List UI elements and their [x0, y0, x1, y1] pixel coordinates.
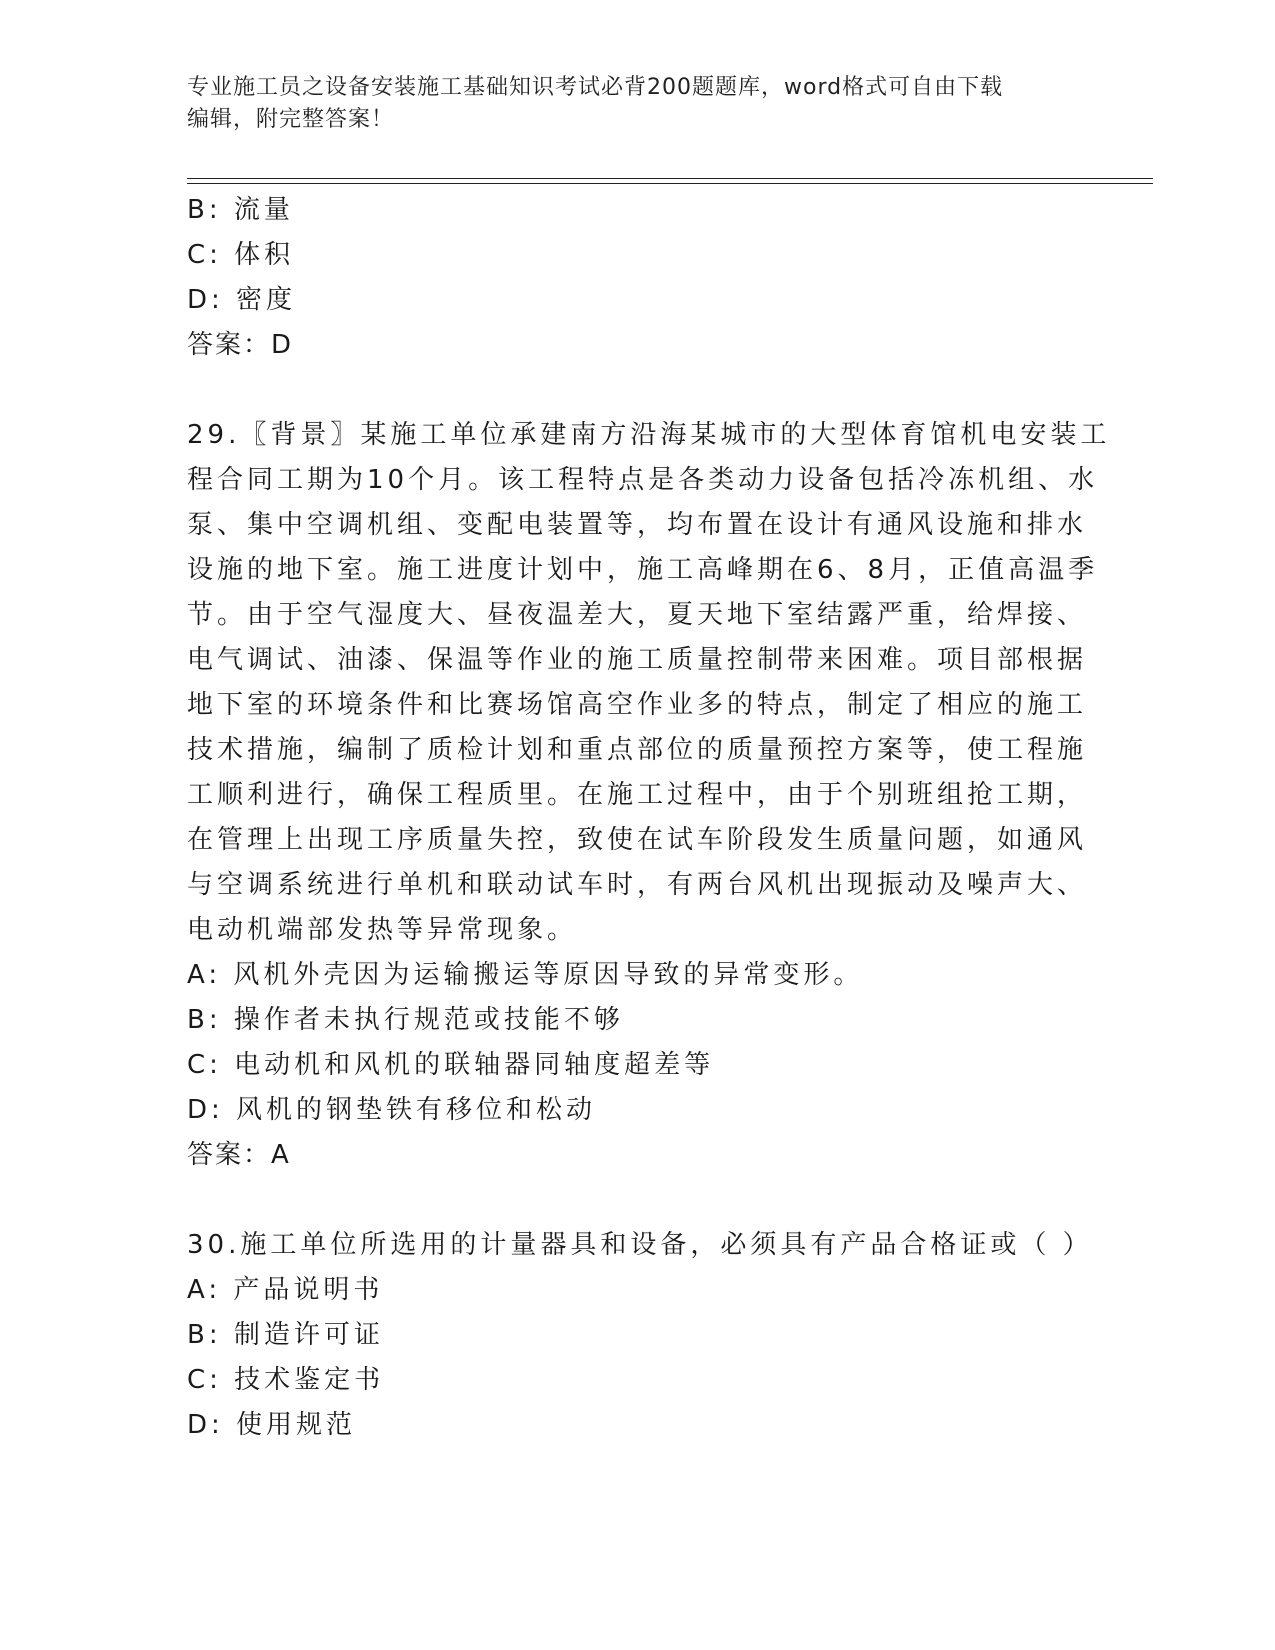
q30-option-d: D: 使用规范	[187, 1410, 357, 1440]
q29-option-b: B: 操作者未执行规范或技能不够	[187, 1005, 624, 1035]
q28-option-b: B: 流量	[187, 195, 294, 225]
q29-stem-line: 29.〖背景〗某施工单位承建南方沿海某城市的大型体育馆机电安装工	[187, 420, 1111, 450]
header-divider-bottom	[187, 183, 1153, 184]
q29-stem-line: 技术措施，编制了质检计划和重点部位的质量预控方案等，使工程施	[187, 735, 1088, 765]
q30-option-b: B: 制造许可证	[187, 1320, 384, 1350]
q29-stem-line: 程合同工期为10个月。该工程特点是各类动力设备包括冷冻机组、水	[187, 465, 1099, 495]
q29-option-c: C: 电动机和风机的联轴器同轴度超差等	[187, 1050, 715, 1080]
header-divider-top	[187, 178, 1153, 179]
q29-stem-line: 与空调系统进行单机和联动试车时，有两台风机出现振动及噪声大、	[187, 870, 1088, 900]
q28-option-c: C: 体积	[187, 240, 295, 270]
q29-stem-line: 泵、集中空调机组、变配电装置等，均布置在设计有通风设施和排水	[187, 510, 1088, 540]
q30-option-c: C: 技术鉴定书	[187, 1365, 385, 1395]
q29-stem-line: 工顺利进行，确保工程质里。在施工过程中，由于个别班组抢工期，	[187, 780, 1088, 810]
q29-stem-line: 设施的地下室。施工进度计划中，施工高峰期在6、8月，正值高温季	[187, 555, 1099, 585]
q29-stem-line: 在管理上出现工序质量失控，致使在试车阶段发生质量问题，如通风	[187, 825, 1088, 855]
q29-stem-line: 电气调试、油漆、保温等作业的施工质量控制带来困难。项目部根据	[187, 645, 1088, 675]
document-header	[187, 72, 1087, 136]
q30-option-a: A: 产品说明书	[187, 1275, 384, 1305]
q30-stem: 30.施工单位所选用的计量器具和设备，必须具有产品合格证或（ ）	[187, 1230, 1093, 1260]
q28-answer: 答案：D	[187, 330, 294, 360]
q29-option-a: A: 风机外壳因为运输搬运等原因导致的异常变形。	[187, 960, 864, 990]
header-title-line-2: 编辑，附完整答案！	[187, 107, 395, 132]
q28-option-d: D: 密度	[187, 285, 297, 315]
header-title-line-1: 专业施工员之设备安装施工基础知识考试必背200题题库，word格式可自由下载	[187, 75, 1004, 100]
q29-stem-line: 电动机端部发热等异常现象。	[187, 915, 578, 945]
q29-stem-line: 节。由于空气湿度大、昼夜温差大，夏天地下室结露严重，给焊接、	[187, 600, 1088, 630]
q29-stem-line: 地下室的环境条件和比赛场馆高空作业多的特点，制定了相应的施工	[187, 690, 1088, 720]
q29-option-d: D: 风机的钢垫铁有移位和松动	[187, 1095, 597, 1125]
q29-answer: 答案：A	[187, 1140, 291, 1170]
